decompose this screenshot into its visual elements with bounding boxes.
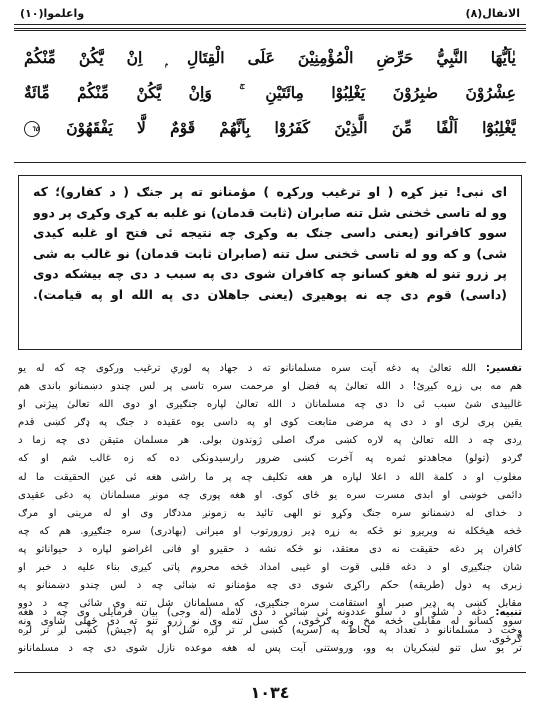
tafsir-label: تفسير: [485,363,522,374]
tanbih-line-1: دغه د شلو او د سلو عددونه ئى ښائى د دى لامله (له وجى) بيان فرمايلى وى چه د هغه [18,607,487,618]
translation-line-6: (داسى) قوم دى چه نه پوهيږى (يعنى جاهلان دى په الله او په قيامت). [33,286,507,302]
tafsir-line-10: څخه هيڅكله نه ويريږو نو څكه به زړه ډير زورورتوب او ميرانى (بهادرى) سره جنګيږو. هم كه چه [18,525,522,537]
surah-name: الانفال(٨) [465,6,520,20]
translation-line-2: وو له تاسى څخنى شل تنه صابران (ثابت قدمان) نو غلبه به كړى وكړى پر دوو [33,204,507,220]
tafsir-line-15: سوو كسانو له مقابلى څخه مخ ونه ګرځوى، كه سل تنه وى نو زرو تنو ته دى ځهلى شاوى ونه [18,616,522,628]
tafsir-line-14: مقابل كښى په ډير صبر او استقامت سره جنګيږى، كه مسلمانان شل تنه وى شائى چه د دوو [18,598,522,610]
header-double-rule [14,28,526,31]
running-header [20,4,520,22]
page-number: ١٠٣٤ [250,683,290,702]
verse-line-3-text: يَّغْلِبُوْٓا اَلْفًا مِّنَ الَّذِيْنَ كَفَرُوْا بِاَنَّهُمْ قَوْمٌ لَّا يَفْقَهُوْنَ [66,118,516,137]
tafsir-line-2: هم مه بى زړه كيږئ! د الله تعالىٰ په فضل او مرحمت سره تاسى پر لس چندو دښمنانو باندى هم [18,381,522,393]
tafsir-first-line [18,360,522,378]
verse-line-1: يٰاَيُّهَا النَّبِيُّ حَرِّضِ الْمُؤْمِنِيْنَ عَلَى الْقِتَالِ ۭ اِنْ يَّكُنْ مِّنْكُمْ [24,48,516,67]
tafsir-line-4: يقين پرى لرى او د دى په مرضى متابعت كوى او په داسى يوه عقيده د جنګ په ډګر كښى قدم [18,417,522,429]
verse-number-marker: ٦٥ [24,121,40,137]
tanbih-line-3: تر يو سل تنو لښكريان به وو، وروستنى آيت پس له هغه موعده نازل شوى دى چه د مسلمانانو [18,643,522,655]
translation-line-4: شى) و كه وو له تاسى څخنى سل تنه (صابران ثابت قدمان) نو غالب به شى [33,245,507,261]
header-rule [14,24,526,25]
tanbih-section [18,604,522,664]
tanbih-line-2: وخت د مسلمانانو د تعداد په لحاظ په (سريه) كښى لر تر لږه شل او په (جيش) كښى لږ تر لږه [18,625,522,637]
translation-line-3: سوو كافرانو (يعنى داسى جنګ به وكړى چه نتيجه ئى فتح او غلبه كيدى [33,225,507,240]
translation-line-1: اى نبى! تيز كړه ( او ترغيب وركړه ) مؤمنانو ته پر جنګ ( د كفارو)؛ كه [33,184,507,199]
tafsir-line-7: مغلوب او د كلمة الله د اعلا لپاره هر هغه تكليف چه پر ما راشى هغه ئى عين الحقيقت ما له [18,471,522,483]
verse-rule [14,162,526,163]
translation-box [18,175,522,350]
verse-line-3 [24,110,516,145]
tafsir-line-12: شان جنګيږى او د دغه قلبى قوت او غيبى امداد څخه محروم پاتى كيږى بناء عليه د خبر او [18,562,522,574]
tafsir-line-1: الله تعالىٰ په دغه آيت سره مسلمانانو ته د جهاد په لوري ترغيب وركوى چه كه له يو [18,363,477,374]
translation-line-5: پر زرو تنو له هغو كسانو چه كافران شوى دى په سبب د دى چه بيشكه دوى [33,266,507,281]
tafsir-line-11: كافران پر دغه حقيقت نه دى معتقد، نو څكه نشه د حقيرو او فانى اغراضو لپاره د حيواناتو په [18,543,522,555]
juz-name: واعلموا(١٠) [20,6,85,20]
tafsir-line-3: غالبيدى شئ سبب ئى دا دى چه مسلمانان د الله تعالىٰ لپاره جنګيږى او دوى الله تعالىٰ پيژنى او [18,399,522,411]
tafsir-line-16: ګرځوى. [488,634,522,646]
quran-verse [24,40,516,150]
tafsir-line-9: د خداى له دښمنانو سره جنګ وكړو نو الهى تائيد به زمونږ مددګار وى او له مرينى او مرګ [18,507,522,519]
tanbih-first-line [18,604,522,622]
tafsir-line-8: دائمى خوښى او ابدى مسرت سره يو ځاى كوى. او هغه پورى چه مونږ مسلمانان په دغى عقيدى [18,489,522,501]
tanbih-label: تنبيه: [495,607,522,618]
verse-line-2: عِشْرُوْنَ صٰبِرُوْنَ يَغْلِبُوْا مِائَتَيْنِ ۚ وَاِنْ يَّكُنْ مِّنْكُمْ مِّائَةٌ [24,83,516,102]
tafsir-line-6: ګردو (تولو) مجاهدتو ثمره په آخرت كښى ضرور رارسيدونكى ده كه زه غالب شم او كه [18,453,522,465]
footer-rule [14,672,526,673]
tafsir-line-5: ږدى چه د الله تعالىٰ په لاره كښى مرګ اصلى ژوندون بولى. هر مسلمان متيقن دى چه زما د [18,435,522,447]
tafsir-line-13: زبرى په دول (طريقه) حكم راكړى شوى دى چه مؤمنانو ته ښائى چه د لس چندو دښمنانو په [18,580,522,592]
